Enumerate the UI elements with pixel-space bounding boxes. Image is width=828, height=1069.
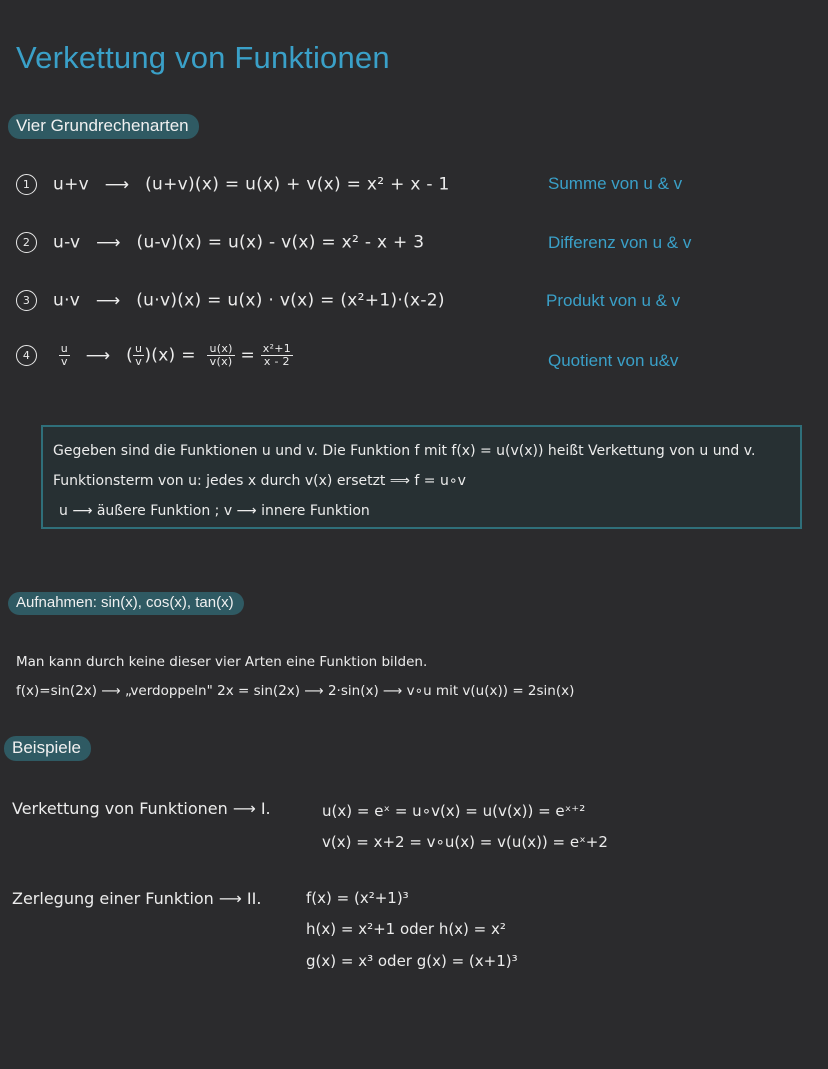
operation-label-fraction: $\frac{u}{v}$	[60, 342, 68, 368]
number-badge: 2	[16, 232, 37, 253]
arrow-icon: ⟶	[85, 345, 111, 366]
ausnahmen-text: Man kann durch keine dieser vier Arten eine Funktion bilden.	[16, 654, 428, 670]
number-badge: 3	[16, 290, 37, 311]
number-badge: 4	[16, 345, 37, 366]
section-beispiele	[4, 738, 91, 758]
ausnahmen-example: f(x)=sin(2x) ⟶ „verdoppeln" 2x = sin(2x) ⟶ 2·sin(x) ⟶ v∘u mit v(u(x)) = 2sin(x)	[16, 683, 575, 699]
operation-formula: (u-v)(x) = u(x) - v(x) = x² - x + 3	[136, 232, 425, 253]
arrow-icon: ⟶	[95, 290, 121, 311]
section-heading-highlight: Vier Grundrechenarten	[8, 114, 199, 139]
example-2-label: Zerlegung einer Funktion ⟶ II.	[12, 889, 262, 908]
example-2-line: f(x) = (x²+1)³	[306, 889, 409, 907]
quotient-fraction: $\frac{u(x)}{v(x)}$	[209, 342, 233, 368]
arrow-icon: ⟶	[104, 174, 130, 195]
operation-row-difference	[16, 232, 424, 253]
page-title: Verkettung von Funktionen	[16, 40, 390, 75]
definition-line: Funktionsterm von u: jedes x durch v(x) ersetzt ⟹ f = u∘v	[53, 473, 466, 489]
section-heading-highlight: Beispiele	[4, 736, 91, 761]
operation-formula: (u·v)(x) = u(x) · v(x) = (x²+1)·(x-2)	[136, 290, 445, 311]
operation-label: u+v	[53, 174, 89, 195]
example-1-line: u(x) = eˣ = u∘v(x) = u(v(x)) = eˣ⁺²	[322, 802, 586, 820]
operation-note: Summe von u & v	[548, 174, 683, 193]
example-2-line: g(x) = x³ oder g(x) = (x+1)³	[306, 952, 518, 970]
quotient-fraction: $\frac{\text{x²+1}}{x - 2}$	[262, 342, 292, 368]
operation-row-product	[16, 290, 445, 311]
operation-formula: (u+v)(x) = u(x) + v(x) = x² + x - 1	[145, 174, 450, 195]
section-heading-highlight: Aufnahmen: sin(x), cos(x), tan(x)	[8, 592, 244, 615]
operation-label: u·v	[53, 290, 81, 311]
operation-note: Quotient von u&v	[548, 351, 679, 370]
operation-row-quotient: 4 $\frac{u}{v}$ ⟶ ( $\frac{u}{v}$ )(x) = $\frac{u(x)}{v(x)}$ = $\frac{\text{x²+1}}{x - 2}$	[16, 343, 293, 368]
operation-note: Differenz von u & v	[548, 233, 692, 252]
number-badge: 1	[16, 174, 37, 195]
definition-box	[41, 425, 802, 529]
operation-note: Produkt von u & v	[546, 291, 681, 310]
example-1-line: v(x) = x+2 = v∘u(x) = v(u(x)) = eˣ+2	[322, 833, 608, 851]
example-2-line: h(x) = x²+1 oder h(x) = x²	[306, 920, 506, 938]
section-ausnahmen	[8, 592, 244, 612]
operation-label: u-v	[53, 232, 81, 253]
arrow-icon: ⟶	[96, 232, 121, 253]
quotient-fraction: $\frac{u}{v}$	[135, 342, 143, 368]
example-1-label: Verkettung von Funktionen ⟶ I.	[12, 799, 271, 818]
section-grundrechenarten	[8, 116, 199, 136]
operation-row-sum	[16, 174, 450, 195]
definition-line: u ⟶ äußere Funktion ; v ⟶ innere Funktion	[59, 503, 370, 519]
definition-line: Gegeben sind die Funktionen u und v. Die Funktion f mit f(x) = u(v(x)) heißt Verkettung von u und v.	[53, 443, 756, 459]
